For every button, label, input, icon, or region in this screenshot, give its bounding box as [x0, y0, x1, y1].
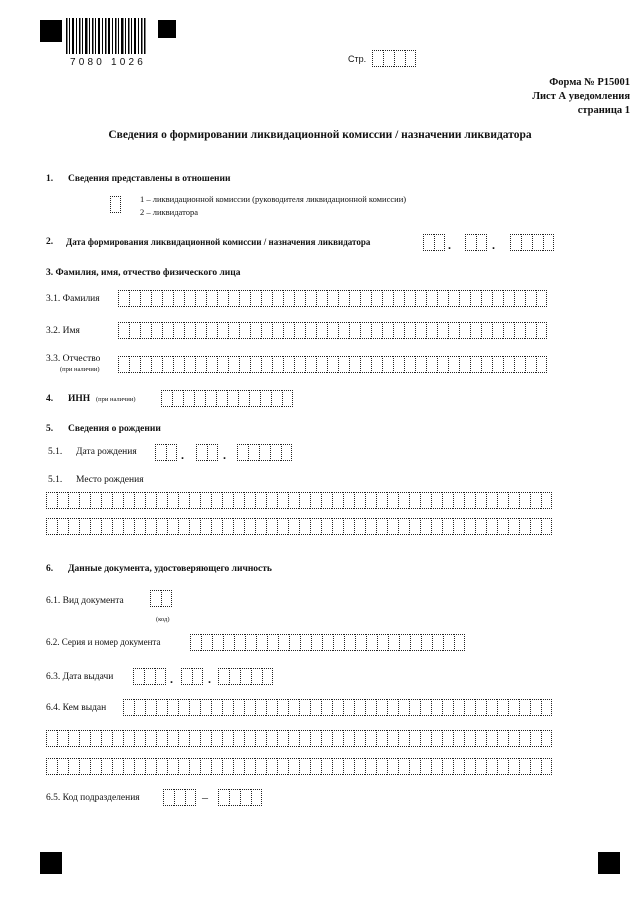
- issued-by-field-line-1[interactable]: [123, 699, 552, 716]
- section-1-number: 1.: [46, 174, 54, 184]
- dept-code-field-part-2[interactable]: [218, 789, 262, 806]
- page-of-sheet: страница 1: [577, 105, 630, 116]
- section-5-number: 5.: [46, 424, 54, 434]
- birth-date-label: Дата рождения: [76, 447, 137, 457]
- section-2-number: 2.: [46, 237, 54, 247]
- issued-by-field-line-3[interactable]: [46, 758, 552, 775]
- section-4-number: 4.: [46, 394, 54, 404]
- section-1-option-2: 2 – ликвидатора: [140, 207, 198, 217]
- birth-place-field-line-2[interactable]: [46, 518, 552, 535]
- section-2-title: Дата формирования ликвидационной комиссии / назначения ликвидатора: [66, 237, 371, 247]
- doc-series-field[interactable]: [190, 634, 465, 651]
- name-field[interactable]: [118, 322, 547, 339]
- patronymic-note: (при наличии): [60, 366, 100, 373]
- birth-place-number: 5.1.: [48, 475, 63, 485]
- page-title: Сведения о формировании ликвидационной комиссии / назначении ликвидатора: [108, 129, 532, 141]
- date-separator: .: [448, 238, 451, 252]
- section-5-title: Сведения о рождении: [68, 424, 161, 434]
- birth-date-number: 5.1.: [48, 447, 63, 457]
- page-label: Стр.: [348, 54, 367, 64]
- dept-code-separator: –: [202, 790, 208, 804]
- birth-date-year[interactable]: [237, 444, 292, 461]
- patronymic-field[interactable]: [118, 356, 547, 373]
- inn-note: (при наличии): [96, 396, 136, 403]
- corner-marker-top-right: [158, 20, 176, 38]
- form-number: Форма № Р15001: [549, 77, 630, 88]
- issued-by-field-line-2[interactable]: [46, 730, 552, 747]
- section-1-option-1: 1 – ликвидационной комиссии (руководителя ликвидационной комиссии): [140, 194, 407, 204]
- formation-date-day[interactable]: [423, 234, 445, 251]
- inn-field[interactable]: [161, 390, 293, 407]
- issue-date-label: 6.3. Дата выдачи: [46, 672, 114, 682]
- birth-place-field-line-1[interactable]: [46, 492, 552, 509]
- dept-code-field-part-1[interactable]: [163, 789, 196, 806]
- date-separator: .: [492, 238, 495, 252]
- barcode-number: 7080 1026: [70, 57, 147, 68]
- surname-field[interactable]: [118, 290, 547, 307]
- date-separator: .: [208, 672, 211, 686]
- formation-date-year[interactable]: [510, 234, 554, 251]
- patronymic-label: 3.3. Отчество: [46, 354, 101, 364]
- issue-date-day[interactable]: [133, 668, 166, 685]
- birth-date-day[interactable]: [155, 444, 177, 461]
- section-6-title: Данные документа, удостоверяющего личность: [68, 564, 272, 574]
- sheet-label: Лист А уведомления: [532, 91, 630, 102]
- section-3-title: 3. Фамилия, имя, отчество физического лица: [46, 268, 241, 278]
- corner-marker-bottom-left: [40, 852, 62, 874]
- issue-date-month[interactable]: [181, 668, 203, 685]
- birth-date-month[interactable]: [196, 444, 218, 461]
- dept-code-label: 6.5. Код подразделения: [46, 793, 140, 803]
- surname-label: 3.1. Фамилия: [46, 294, 100, 304]
- name-label: 3.2. Имя: [46, 326, 80, 336]
- birth-place-label: Место рождения: [76, 475, 144, 485]
- formation-date-month[interactable]: [465, 234, 487, 251]
- corner-marker-bottom-right: [598, 852, 620, 874]
- issue-date-year[interactable]: [218, 668, 273, 685]
- doc-type-field[interactable]: [150, 590, 172, 607]
- corner-marker-top-left: [40, 20, 62, 42]
- inn-label: ИНН: [68, 394, 91, 404]
- page-number-field[interactable]: [372, 50, 416, 67]
- date-separator: .: [223, 448, 226, 462]
- date-separator: .: [170, 672, 173, 686]
- barcode: [66, 18, 146, 54]
- date-separator: .: [181, 448, 184, 462]
- section-1-choice-field[interactable]: [110, 196, 121, 213]
- issued-by-label: 6.4. Кем выдан: [46, 703, 107, 713]
- section-6-number: 6.: [46, 564, 54, 574]
- section-1-title: Сведения представлены в отношении: [68, 174, 231, 184]
- doc-type-code-note: (код): [156, 616, 170, 623]
- doc-type-label: 6.1. Вид документа: [46, 596, 124, 606]
- doc-series-label: 6.2. Серия и номер документа: [46, 637, 161, 647]
